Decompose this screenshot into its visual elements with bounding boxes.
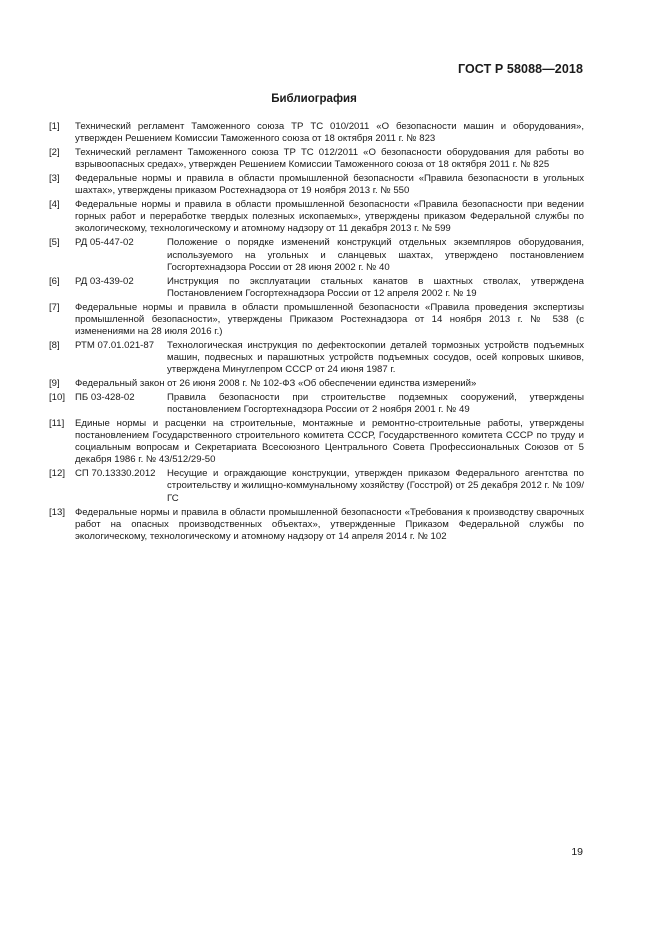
bibliography-entry: [49, 392, 584, 416]
entry-number: [7]: [49, 301, 60, 313]
entry-number: [4]: [49, 199, 60, 211]
entry-number: [12]: [49, 468, 66, 480]
entry-text: Несущие и ограждающие конструкции, утвержден приказом Федерального агентства по строительству и жилищно-коммунальному хозяйству (Госстрой) от 25 декабря 2012 г. № 109/ГС: [167, 468, 584, 504]
entry-number: [5]: [49, 237, 60, 249]
bibliography-entry: [49, 507, 584, 543]
section-title: Библиография: [271, 93, 357, 105]
entry-code: СП 70.13330.2012: [75, 468, 156, 480]
entry-code: РД 05-447-02: [75, 237, 134, 249]
entry-number: [1]: [49, 121, 60, 132]
bibliography-entry: [49, 237, 584, 273]
document-code: ГОСТ Р 58088—2018: [457, 62, 583, 76]
entry-text: Правила безопасности при строительстве подземных сооружений, утверждены постановлением Госгортехнадзора России от 2 ноября 2001 г. № 49: [167, 391, 584, 416]
bibliography-entry: [49, 302, 584, 338]
entry-code: ПБ 03-428-02: [75, 391, 135, 403]
entry-number: [10]: [49, 391, 66, 403]
bibliography-entry: [49, 276, 584, 300]
bibliography-entry: [49, 147, 584, 171]
entry-text: Технический регламент Таможенного союза ТР ТС 010/2011 «О безопасности машин и оборудования», утвержден Решением Комиссии Таможенного союза от 18 октября 2011 г. № 823: [75, 121, 584, 145]
entry-code: РД 03-439-02: [75, 275, 134, 287]
entry-text: Инструкция по эксплуатации стальных канатов в шахтных стволах, утверждена Постановлением Госгортехнадзора России от 12 апреля 2002 г. № 19: [167, 275, 584, 299]
entry-text: Федеральные нормы и правила в области промышленной безопасности «Требования к производству сварочных работ на опасных производственных объектах», утвержденные Приказом Федеральной службы по экологическому, технологическому и атомному надзору от 14 апреля 2014 г. № 102: [75, 506, 584, 542]
bibliography-entry: [49, 378, 584, 390]
entry-number: [11]: [49, 418, 65, 430]
entry-number: [8]: [49, 339, 60, 351]
entry-text: Федеральные нормы и правила в области промышленной безопасности «Правила безопасности в угольных шахтах», утверждены приказом Ростехнадзора от 19 ноября 2013 г. № 550: [75, 173, 584, 197]
bibliography-entry: [49, 468, 584, 504]
entry-text: Федеральные нормы и правила в области промышленной безопасности «Правила безопасности при ведении горных работ и переработке твердых полезных ископаемых», утверждены приказом Федеральной службы по экологическому, технологическому и атомному надзору от 11 декабря 2013 г. № 599: [75, 199, 584, 235]
entry-text: Единые нормы и расценки на строительные, монтажные и ремонтно-строительные работы, утверждены постановлением Государственного строительного комитета СССР, Государственного комитета СССР по труду и социальным вопросам и Секретариата Всесоюзного Центрального Совета Профессиональных Союзов от 5 декабря 1986 г. № 43/512/29-50: [75, 418, 584, 466]
page-number: 19: [571, 846, 583, 858]
entry-code: РТМ 07.01.021-87: [75, 339, 155, 351]
entry-text: Федеральные нормы и правила в области промышленной безопасности «Правила проведения экспертизы промышленной безопасности», утверждены Приказом Ростехнадзора от 14 ноября 2013 г. № 538 (с изменениями на 28 июля 2016 г.): [75, 301, 584, 337]
entry-number: [3]: [49, 173, 60, 185]
entry-number: [6]: [49, 275, 60, 287]
entry-number: [13]: [49, 506, 66, 518]
bibliography-list: [49, 121, 584, 545]
entry-text: Федеральный закон от 26 июня 2008 г. № 102-ФЗ «Об обеспечении единства измерений»: [75, 378, 477, 389]
entry-text: Положение о порядке изменений конструкций отдельных экземпляров оборудования, используемого на угольных и сланцевых шахтах, утверждено постановлением Госгортехнадзора России от 28 июня 2002 г. № 40: [167, 237, 584, 273]
entry-text: Технический регламент Таможенного союза ТР ТС 012/2011 «О безопасности оборудования для работы во взрывоопасных средах», утвержден Решением Комиссии Таможенного союза от 18 октября 2011 г. № 825: [75, 147, 584, 171]
bibliography-entry: [49, 418, 584, 466]
entry-number: [9]: [49, 378, 60, 389]
bibliography-entry: [49, 340, 584, 376]
entry-number: [2]: [49, 147, 60, 159]
bibliography-entry: [49, 199, 584, 235]
bibliography-entry: [49, 173, 584, 197]
bibliography-entry: [49, 121, 584, 145]
entry-text: Технологическая инструкция по дефектоскопии деталей тормозных устройств подъемных машин, подвесных и парашютных устройств подъемных сосудов, осей копровых шкивов, утверждена Минуглепром СССР от 24 июня 1987 г.: [167, 339, 584, 376]
